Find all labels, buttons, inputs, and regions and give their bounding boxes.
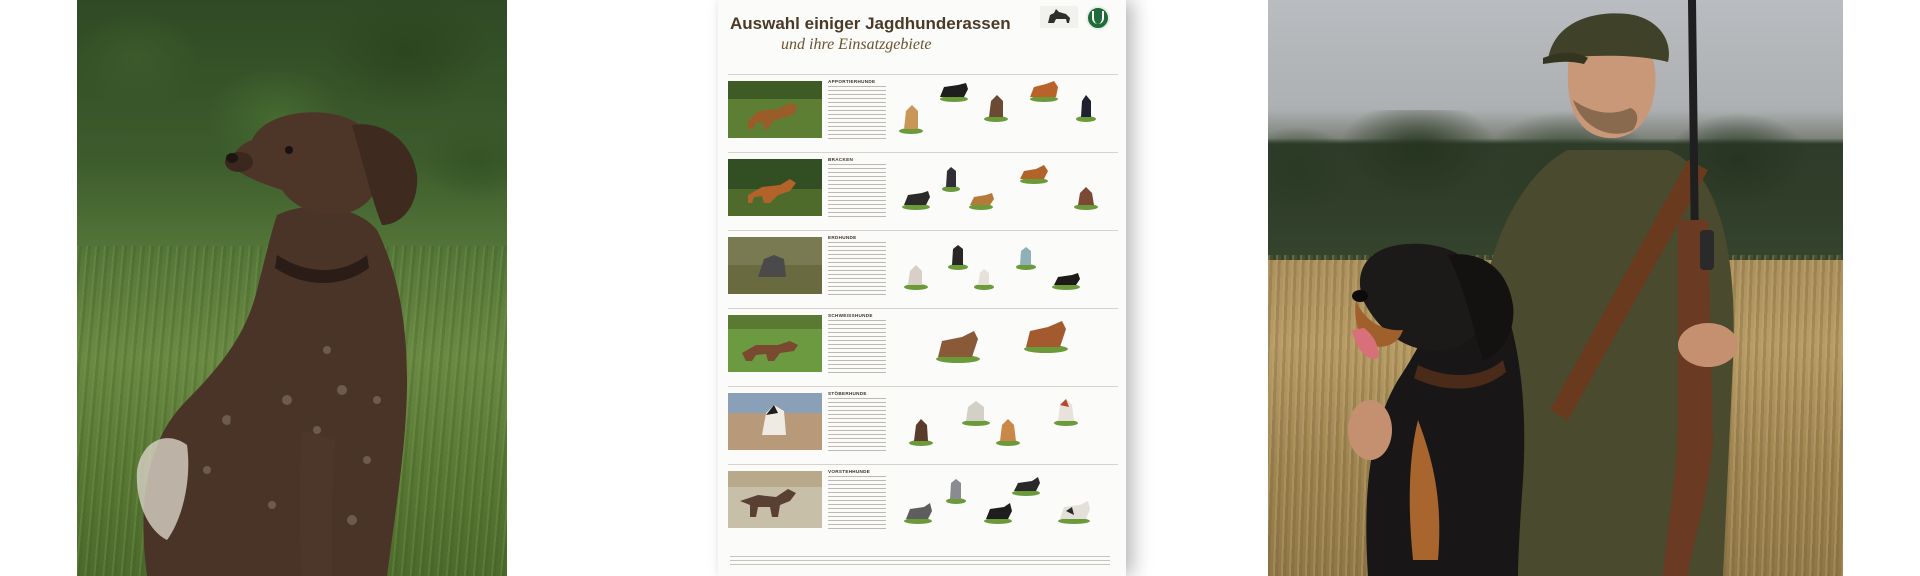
section-body-text	[828, 242, 886, 298]
section-breed-illustrations	[896, 313, 1118, 379]
section-breed-illustrations	[896, 157, 1118, 223]
section-body-text	[828, 164, 886, 220]
section-body-text	[828, 398, 886, 454]
poster-section-stoeberhunde	[728, 386, 1118, 460]
poster-section-bracken	[728, 152, 1118, 226]
section-heading: BRACKEN	[828, 157, 854, 162]
section-body-text	[828, 86, 886, 142]
section-heading: APPORTIERHUNDE	[828, 79, 876, 84]
poster-subtitle: und ihre Einsatzgebiete	[781, 36, 932, 53]
hunting-dog-poster	[718, 0, 1126, 576]
section-photo-erdhunde	[728, 237, 822, 294]
photo-pointer-dog	[77, 0, 507, 576]
photo-hunter-with-dog	[1268, 0, 1843, 576]
section-body-text	[828, 476, 886, 532]
dog-silhouette-icon	[1040, 6, 1078, 28]
section-breed-illustrations	[896, 391, 1118, 457]
section-heading: VORSTEHHUNDE	[828, 469, 871, 474]
poster-section-erdhunde	[728, 230, 1118, 304]
section-photo-vorstehhunde	[728, 471, 822, 528]
poster-section-apportierhunde	[728, 74, 1118, 148]
section-breed-illustrations	[896, 235, 1118, 301]
section-photo-apportierhunde	[728, 81, 822, 138]
section-body-text	[828, 320, 886, 376]
section-breed-illustrations	[896, 79, 1118, 145]
section-heading: SCHWEISSHUNDE	[828, 313, 873, 318]
section-heading: ERDHUNDE	[828, 235, 857, 240]
section-breed-illustrations	[896, 469, 1118, 535]
poster-footer-text	[730, 556, 1110, 568]
section-photo-schweisshunde	[728, 315, 822, 372]
hunter-and-dog-figure	[1268, 0, 1843, 576]
section-photo-bracken	[728, 159, 822, 216]
section-photo-stoeberhunde	[728, 393, 822, 450]
pointer-dog-figure	[77, 0, 507, 576]
poster-section-schweisshunde	[728, 308, 1118, 382]
section-heading: STÖBERHUNDE	[828, 391, 867, 396]
poster-section-vorstehhunde	[728, 464, 1118, 538]
hunting-seal-icon	[1086, 6, 1110, 30]
poster-title: Auswahl einiger Jagdhunderassen	[730, 14, 1011, 33]
